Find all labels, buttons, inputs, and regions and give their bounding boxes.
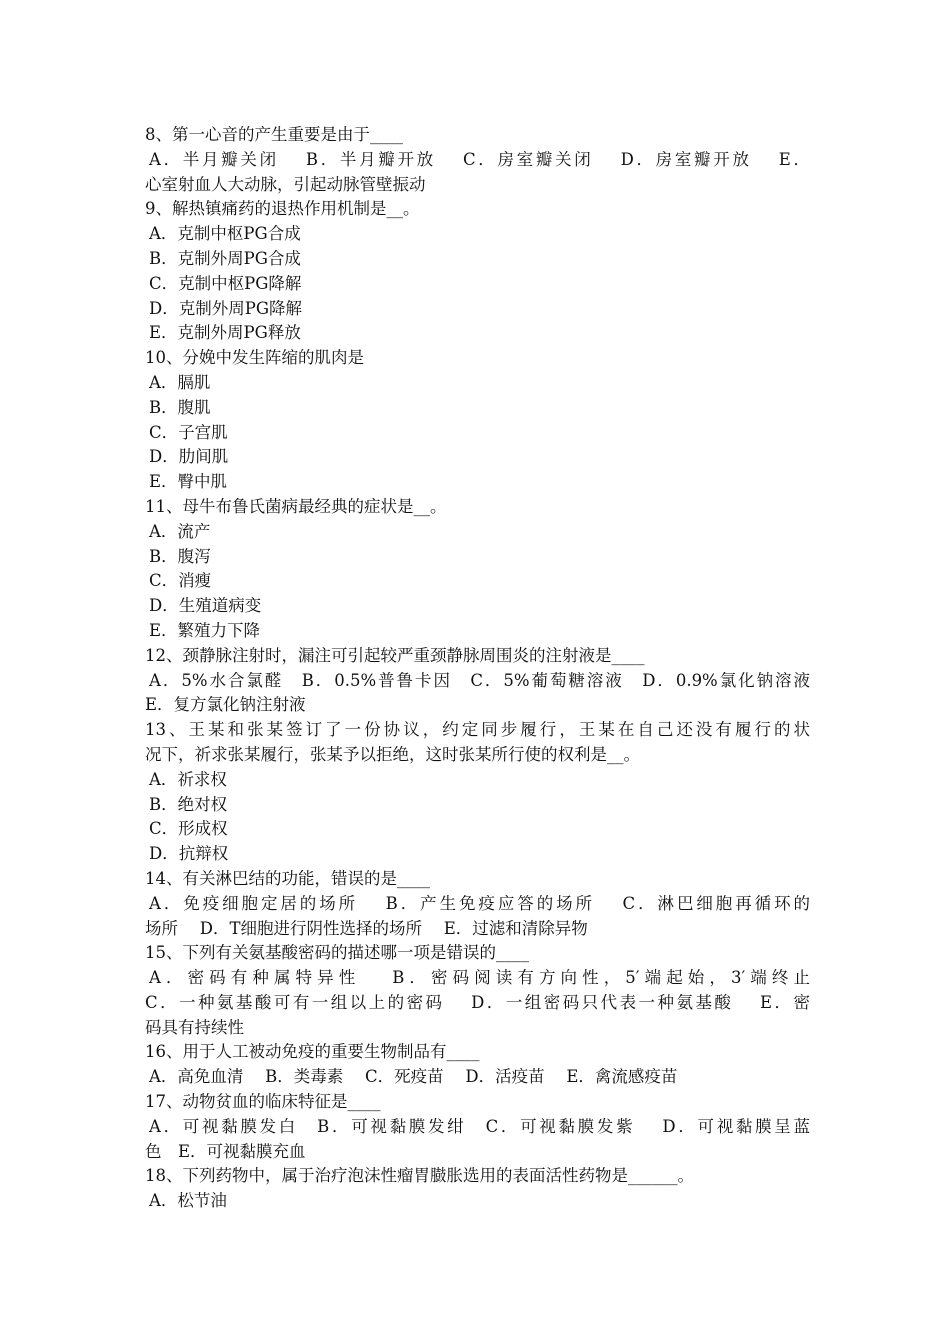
continuation-text: 况下，祈求张某履行，张某予以拒绝，这时张某所行使的权利是__。	[145, 744, 640, 764]
question-text: 11、母牛布鲁氏菌病最经典的症状是__。	[145, 496, 447, 516]
answer-options: A．半月瓣关闭 B．半月瓣开放 C．房室瓣关闭 D．房室瓣开放 E．	[149, 149, 810, 169]
answer-options: E．繁殖力下降	[149, 620, 261, 640]
answer-options: C．子宫肌	[149, 422, 228, 442]
answer-options: B．克制外周PG合成	[149, 248, 301, 268]
continuation-text: E．复方氯化钠注射液	[145, 695, 306, 715]
document-page	[145, 123, 810, 1214]
question-text: 12、颈静脉注射时，漏注可引起较严重颈静脉周围炎的注射液是____	[145, 645, 645, 665]
answer-options: D．抗辩权	[149, 844, 229, 864]
question-text: 8、第一心音的产生重要是由于____	[145, 125, 403, 144]
question-text: C．一种氨基酸可有一组以上的密码 D．一组密码只代表一种氨基酸 E．密	[145, 992, 810, 1012]
answer-options: B．腹肌	[149, 397, 211, 417]
answer-options: E．克制外周PG释放	[149, 323, 301, 343]
continuation-text: 码具有持续性	[145, 1017, 244, 1037]
continuation-text: 场所 D．T细胞进行阴性选择的场所 E．过滤和清除异物	[145, 918, 588, 938]
answer-options: A．高免血清 B．类毒素 C．死疫苗 D．活疫苗 E．禽流感疫苗	[149, 1067, 678, 1087]
answer-options: B．绝对权	[149, 794, 228, 814]
question-text: 16、用于人工被动免疫的重要生物制品有____	[145, 1042, 480, 1062]
answer-options: C．克制中枢PG降解	[149, 273, 302, 293]
continuation-text: 心室射血人大动脉，引起动脉管壁振动	[145, 174, 426, 194]
answer-options: E．臀中肌	[149, 472, 228, 492]
answer-options: A．流产	[149, 521, 211, 541]
question-text: 15、下列有关氨基酸密码的描述哪一项是错误的____	[145, 943, 529, 963]
answer-options: C．消瘦	[149, 571, 212, 591]
question-text: 18、下列药物中，属于治疗泡沫性瘤胃臌胀选用的表面活性药物是______。	[145, 1166, 694, 1186]
answer-options: A．免疫细胞定居的场所 B．产生免疫应答的场所 C．淋巴细胞再循环的	[149, 893, 810, 913]
answer-options: A．克制中枢PG合成	[149, 224, 301, 244]
answer-options: A．密码有种属特异性 B．密码阅读有方向性，5′端起始，3′端终止	[149, 968, 810, 988]
answer-options: A．祈求权	[149, 769, 227, 789]
question-text: 14、有关淋巴结的功能，错误的是____	[145, 868, 430, 888]
question-text: 9、解热镇痛药的退热作用机制是__。	[145, 199, 420, 219]
question-text: 10、分娩中发生阵缩的肌肉是	[145, 348, 364, 368]
answer-options: C．形成权	[149, 819, 228, 839]
answer-options: A．松节油	[149, 1191, 227, 1211]
question-text: 17、动物贫血的临床特征是____	[145, 1092, 381, 1112]
answer-options: D．生殖道病变	[149, 596, 262, 616]
answer-options: A．可视黏膜发白 B．可视黏膜发绀 C．可视黏膜发紫 D．可视黏膜呈蓝	[149, 1116, 810, 1136]
answer-options: D．肋间肌	[149, 447, 229, 467]
question-text: 13、王某和张某签订了一份协议，约定同步履行，王某在自己还没有履行的状	[145, 720, 810, 740]
answer-options: A．膈肌	[149, 372, 211, 392]
answer-options: A．5%水合氯醛 B．0.5%普鲁卡因 C．5%葡萄糖溶液 D．0.9%氯化钠溶液	[149, 670, 810, 690]
continuation-text: 色 E．可视黏膜充血	[145, 1141, 306, 1161]
answer-options: D．克制外周PG降解	[149, 298, 303, 318]
answer-options: B．腹泻	[149, 546, 211, 566]
